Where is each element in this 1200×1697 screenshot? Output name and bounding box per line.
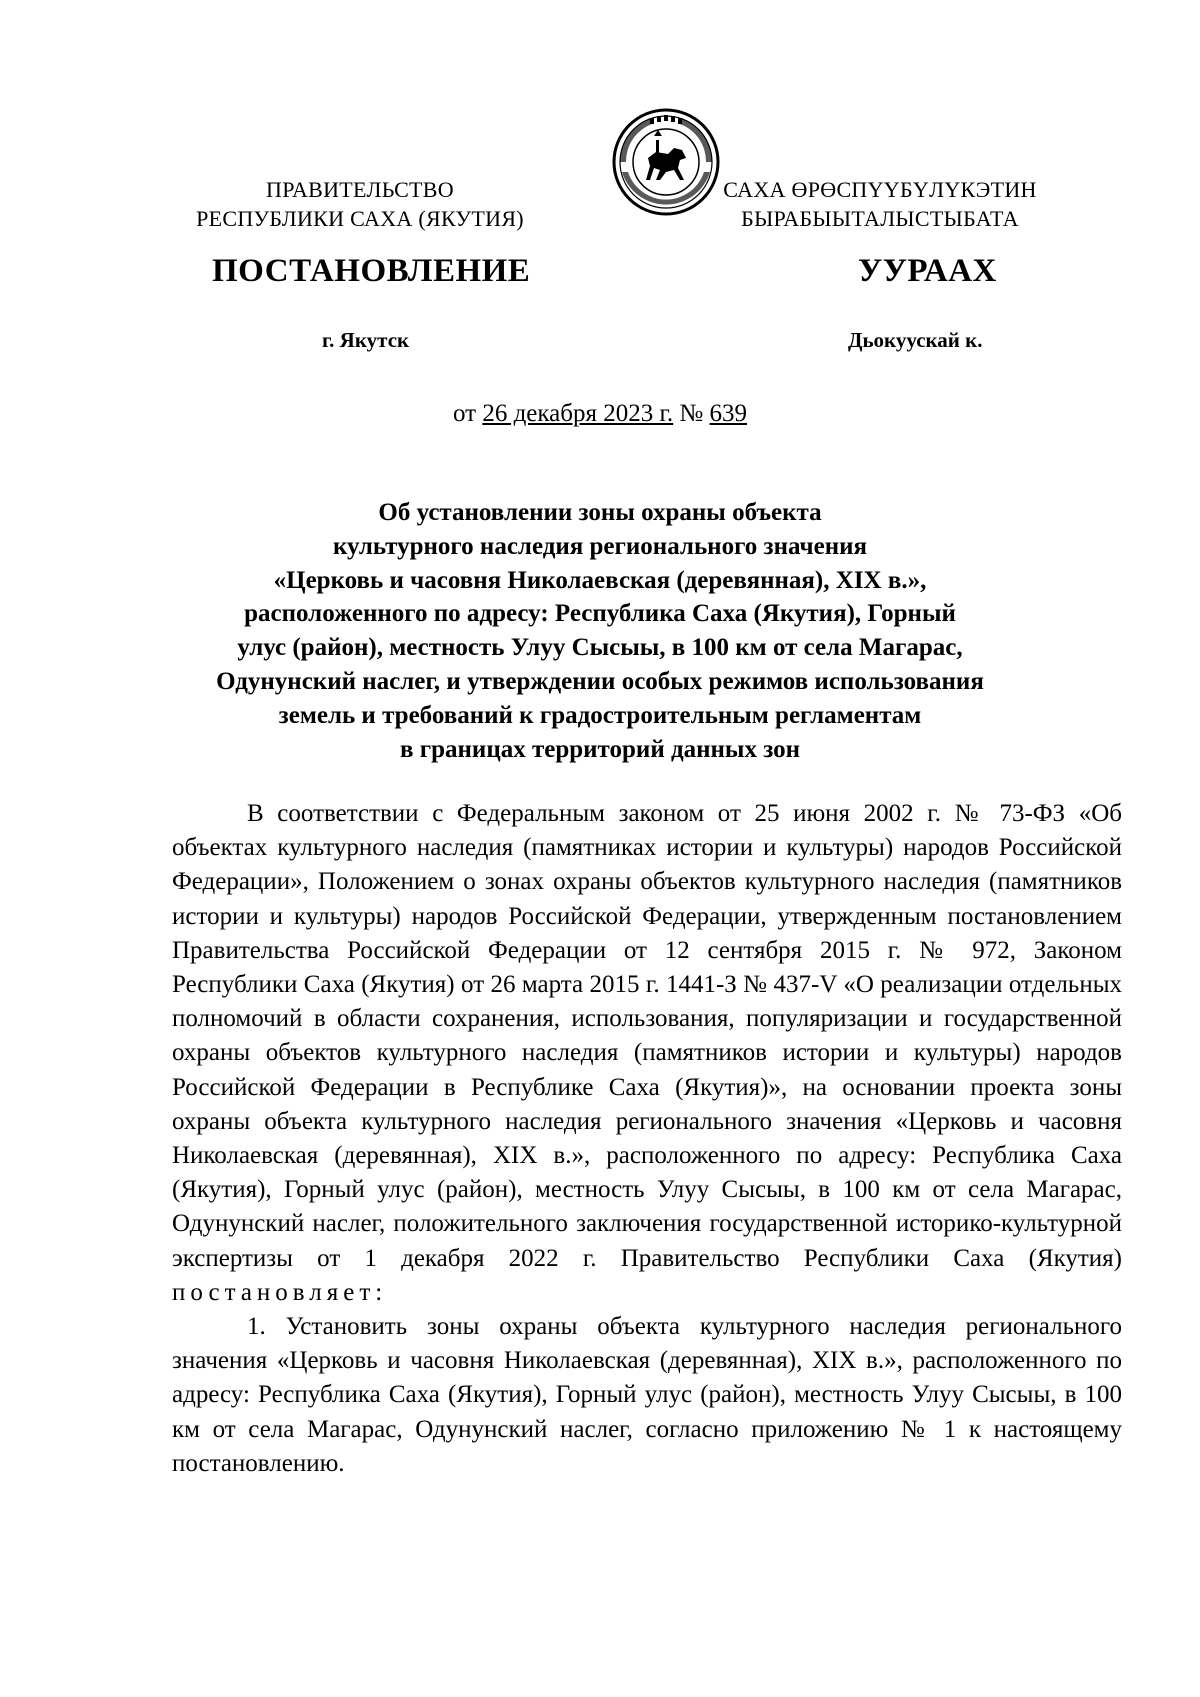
heading-line: расположенного по адресу: Республика Саха (Якутия), Горный (244, 600, 956, 628)
document-heading (150, 496, 1050, 766)
issuer-sakha-line2: БЫРАБЫЫТАЛЫСТЫБАТА (741, 206, 1019, 231)
document-body (172, 797, 1122, 1481)
document-type-russian: ПОСТАНОВЛЕНИЕ (212, 253, 531, 289)
resolves-word: постановляет: (172, 1278, 388, 1306)
preamble-text: В соответствии с Федеральным законом от 25 июня 2002 г. № 73-ФЗ «Об объектах культурного наследия (памятниках истории и культуры) народов Российской Федерации», Положением о зонах охраны объектов культурного наследия (памятников истории и культуры) народов Российской Федерации, утвержденным постановлением Правительства Российской Федерации от 12 сентября 2015 г. № 972, Законом Республики Саха (Якутия) от 26 марта 2015 г. 1441-З № 437-V «О реализации отдельных полномочий в области сохранения, использования, популяризации и государственной охраны объектов культурного наследия (памятников истории и культуры) народов Российской Федерации в Республике Саха (Якутия)», на основании проекта зоны охраны объекта культурного наследия регионального значения «Церковь и часовня Николаевская (деревянная), XIX в.», расположенного по адресу: Республика Саха (Якутия), Горный улус (район), местность Улуу Сысыы, в 100 км от села Магарас, Одунунский наслег, положительного заключения государственной историко-культурной экспертизы от 1 декабря 2022 г. Правительство Республики Саха (Якутия) (172, 800, 1122, 1272)
heading-line: улус (район), местность Улуу Сысыы, в 100 км от села Магарас, (237, 634, 963, 662)
heading-line: культурного наследия регионального значения (332, 532, 868, 560)
document-number: 639 (709, 400, 748, 427)
city-russian: г. Якутск (322, 328, 410, 352)
issuer-sakha (700, 175, 1060, 233)
document-date: 26 декабря 2023 г. (482, 400, 674, 427)
clause-1-paragraph: 1. Установить зоны охраны объекта культурного наследия регионального значения «Церковь и часовня Николаевская (деревянная), XIX в.», расположенного по адресу: Республика Саха (Якутия), Горный улус (район), местность Улуу Сысыы, в 100 км от села Магарас, Одунунский наслег, согласно приложению № 1 к настоящему постановлению. (172, 1313, 1122, 1477)
city-sakha: Дьокуускай к. (848, 328, 983, 352)
heading-line: земель и требований к градостроительным регламентам (278, 701, 922, 729)
issuer-russian-line1: ПРАВИТЕЛЬСТВО (266, 177, 454, 202)
heading-line: Об установлении зоны охраны объекта (378, 499, 822, 526)
issuer-russian-line2: РЕСПУБЛИКИ САХА (ЯКУТИЯ) (196, 206, 524, 231)
date-prefix: от (452, 400, 483, 427)
document-date-number (0, 400, 1200, 428)
number-sign: № (673, 400, 710, 427)
heading-line: в границах территорий данных зон (400, 735, 800, 763)
heading-line: Одунунский наслег, и утверждении особых режимов использования (216, 667, 984, 695)
issuer-sakha-line1: САХА ӨРӨСПҮҮБҮЛҮКЭТИН (723, 177, 1037, 202)
preamble-paragraph (172, 797, 1122, 1310)
issuer-russian (175, 175, 545, 233)
heading-line: «Церковь и часовня Николаевская (деревянная), XIX в.», (273, 566, 927, 594)
document-type-sakha: УУРААХ (858, 253, 997, 289)
